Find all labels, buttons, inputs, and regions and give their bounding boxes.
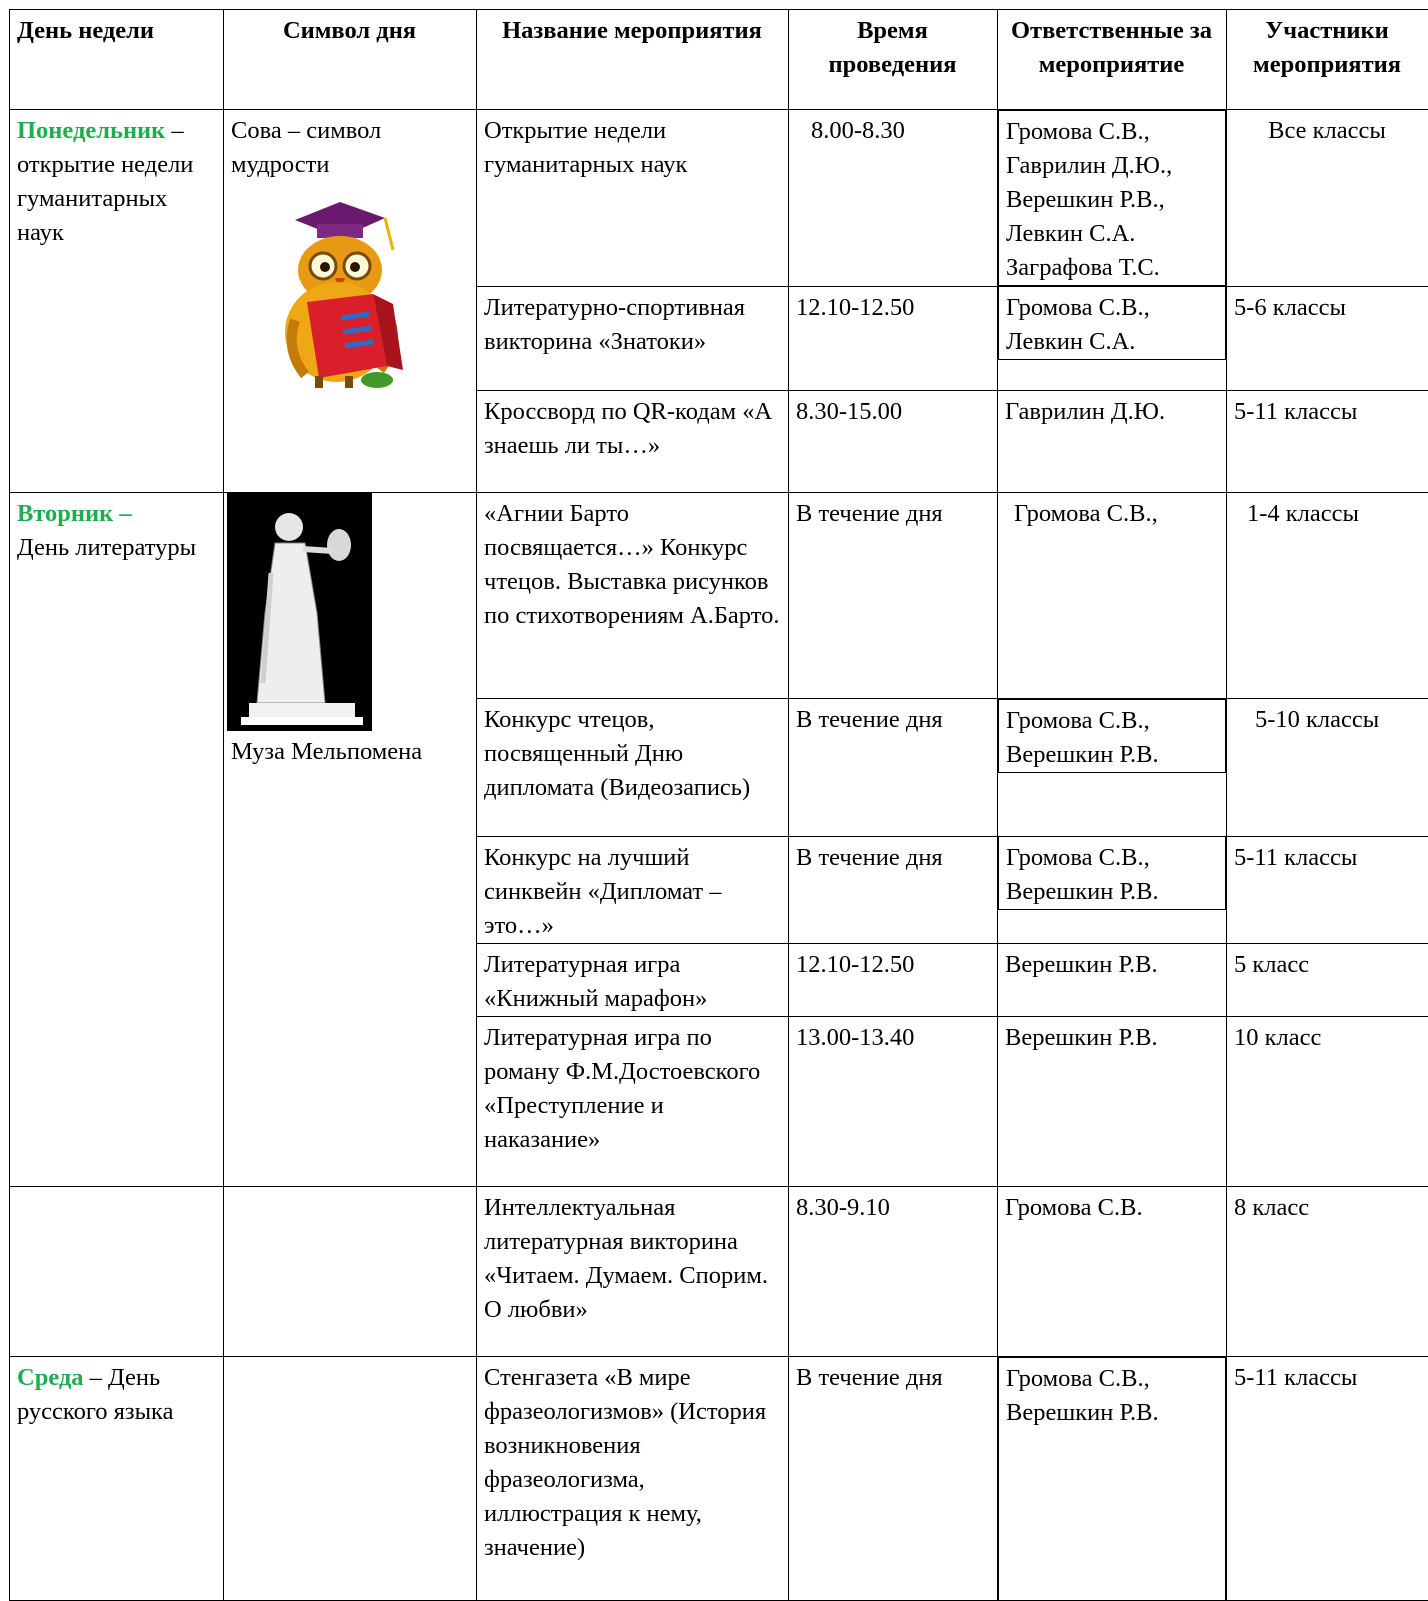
header-event: Название мероприятия (477, 10, 789, 110)
tuesday-event-2-title: Конкурс чтецов, посвященный Дню дипломата (Видеозапись) (477, 698, 789, 836)
extra-event-1-title: Интеллектуальная литературная викторина «Читаем. Думаем. Спорим. О любви» (477, 1186, 789, 1356)
tuesday-symbol-cell (224, 492, 477, 1186)
monday-symbol-text: Сова – символ мудрости (231, 114, 468, 182)
wednesday-event-1-participants: 5-11 классы (1227, 1356, 1428, 1601)
wednesday-event-1-title: Стенгазета «В мире фразеологизмов» (История возникновения фразеологизма, иллюстрация к нему, значение) (477, 1356, 789, 1601)
tuesday-day-cell (10, 492, 224, 1186)
header-time: Время проведения (789, 10, 998, 110)
tuesday-day-name: Вторник – (17, 500, 132, 527)
tuesday-symbol-text: Муза Мельпомена (231, 735, 468, 769)
muse-statue-icon (227, 493, 372, 731)
wednesday-event-1-responsible: Громова С.В., Верешкин Р.В. (998, 1357, 1226, 1601)
extra-day-cell (10, 1186, 224, 1356)
wednesday-day-desc: – День русского языка (17, 1364, 173, 1425)
monday-event-3-title: Кроссворд по QR-кодам «А знаешь ли ты…» (477, 390, 789, 492)
wednesday-day-name: Среда (17, 1364, 84, 1391)
header-participants: Участники мероприятия (1227, 10, 1428, 110)
monday-event-1-time: 8.00-8.30 (789, 110, 998, 287)
tuesday-event-2-time: В течение дня (789, 698, 998, 836)
tuesday-day-desc: День литературы (17, 534, 196, 561)
tuesday-event-3-title: Конкурс на лучший синквейн «Дипломат – это…» (477, 836, 789, 943)
tuesday-event-3-participants: 5-11 классы (1227, 836, 1428, 943)
monday-symbol-cell (224, 110, 477, 493)
monday-event-3-responsible: Гаврилин Д.Ю. (998, 390, 1227, 492)
tuesday-event-3-responsible: Громова С.В., Верешкин Р.В. (998, 836, 1226, 910)
tuesday-event-1-title: «Агнии Барто посвящается…» Конкурс чтецов. Выставка рисунков по стихотворениям А.Барто. (477, 492, 789, 698)
monday-day-cell (10, 110, 224, 493)
tuesday-event-1-time: В течение дня (789, 492, 998, 698)
wednesday-day-cell (10, 1356, 224, 1601)
header-day: День недели (10, 10, 224, 110)
extra-event-1-time: 8.30-9.10 (789, 1186, 998, 1356)
extra-event-1-participants: 8 класс (1227, 1186, 1428, 1356)
tuesday-event-3-time: В течение дня (789, 836, 998, 943)
tuesday-event-4-time: 12.10-12.50 (789, 943, 998, 1016)
schedule-table (9, 9, 1428, 1601)
monday-event-1-responsible: Громова С.В., Гаврилин Д.Ю., Верешкин Р.В., Левкин С.А. Заграфова Т.С. (998, 110, 1226, 286)
tuesday-event-4-participants: 5 класс (1227, 943, 1428, 1016)
monday-day-name: Понедельник (17, 117, 165, 144)
extra-event-1-responsible: Громова С.В. (998, 1186, 1227, 1356)
monday-event-2-time: 12.10-12.50 (789, 286, 998, 390)
tuesday-event-5-responsible: Верешкин Р.В. (998, 1016, 1227, 1186)
tuesday-event-5-participants: 10 класс (1227, 1016, 1428, 1186)
tuesday-event-1-responsible: Громова С.В., (998, 492, 1227, 698)
monday-event-1-participants: Все классы (1227, 110, 1428, 287)
tuesday-event-1-participants: 1-4 классы (1227, 492, 1428, 698)
tuesday-event-2-participants: 5-10 классы (1227, 698, 1428, 836)
monday-event-2-participants: 5-6 классы (1227, 286, 1428, 390)
monday-event-3-participants: 5-11 классы (1227, 390, 1428, 492)
monday-event-3-time: 8.30-15.00 (789, 390, 998, 492)
monday-event-2-responsible: Громова С.В., Левкин С.А. (998, 286, 1226, 360)
monday-event-1-title: Открытие недели гуманитарных наук (477, 110, 789, 287)
tuesday-event-4-title: Литературная игра «Книжный марафон» (477, 943, 789, 1016)
monday-day-desc: – открытие недели гуманитарных наук (17, 117, 193, 246)
tuesday-event-5-time: 13.00-13.40 (789, 1016, 998, 1186)
header-responsible: Ответственные за мероприятие (998, 10, 1227, 110)
tuesday-event-2-responsible: Громова С.В., Верешкин Р.В. (998, 699, 1226, 773)
tuesday-event-4-responsible: Верешкин Р.В. (998, 943, 1227, 1016)
owl-with-book-icon (245, 190, 415, 390)
tuesday-event-5-title: Литературная игра по роману Ф.М.Достоевского «Преступление и наказание» (477, 1016, 789, 1186)
wednesday-symbol-cell (224, 1356, 477, 1601)
monday-event-2-title: Литературно-спортивная викторина «Знатоки» (477, 286, 789, 390)
wednesday-event-1-time: В течение дня (789, 1356, 998, 1601)
extra-symbol-cell (224, 1186, 477, 1356)
header-symbol: Символ дня (224, 10, 477, 110)
